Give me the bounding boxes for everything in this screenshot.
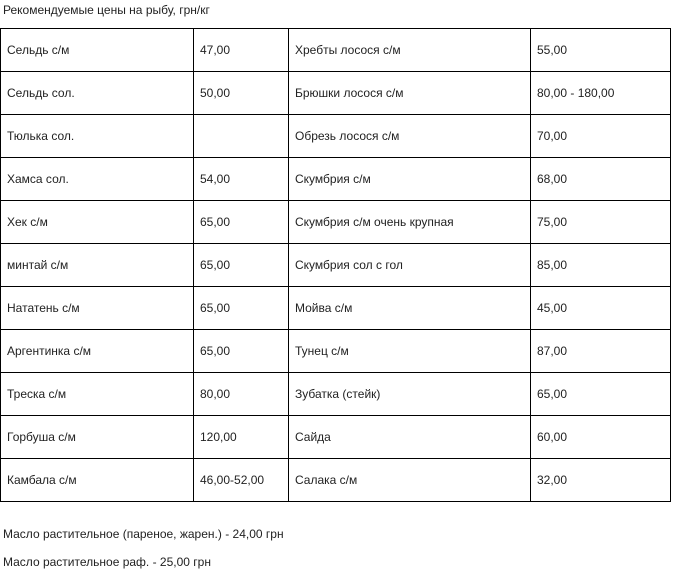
table-row bbox=[1, 459, 671, 502]
fish-name-cell: Сельдь с/м bbox=[1, 29, 194, 72]
fish-name-cell: Сельдь сол. bbox=[1, 72, 194, 115]
fish-name-cell: Мойва с/м bbox=[289, 287, 531, 330]
fish-price-cell: 80,00 bbox=[194, 373, 289, 416]
fish-price-cell: 47,00 bbox=[194, 29, 289, 72]
fish-price-cell: 65,00 bbox=[194, 201, 289, 244]
table-row bbox=[1, 115, 671, 158]
table-row bbox=[1, 330, 671, 373]
fish-price-cell: 46,00-52,00 bbox=[194, 459, 289, 502]
price-table bbox=[0, 28, 671, 502]
fish-name-cell: минтай с/м bbox=[1, 244, 194, 287]
fish-price-cell: 80,00 - 180,00 bbox=[531, 72, 671, 115]
fish-price-cell: 87,00 bbox=[531, 330, 671, 373]
fish-price-cell: 55,00 bbox=[531, 29, 671, 72]
fish-name-cell: Горбуша с/м bbox=[1, 416, 194, 459]
fish-name-cell: Хек с/м bbox=[1, 201, 194, 244]
table-row bbox=[1, 201, 671, 244]
table-row bbox=[1, 244, 671, 287]
fish-price-cell: 75,00 bbox=[531, 201, 671, 244]
fish-price-cell: 65,00 bbox=[194, 244, 289, 287]
fish-name-cell: Скумбрия сол с гол bbox=[289, 244, 531, 287]
table-row bbox=[1, 416, 671, 459]
fish-price-cell: 120,00 bbox=[194, 416, 289, 459]
fish-price-cell: 32,00 bbox=[531, 459, 671, 502]
fish-name-cell: Хамса сол. bbox=[1, 158, 194, 201]
fish-name-cell: Тюлька сол. bbox=[1, 115, 194, 158]
fish-name-cell: Обрезь лосося с/м bbox=[289, 115, 531, 158]
fish-price-cell: 45,00 bbox=[531, 287, 671, 330]
fish-name-cell: Скумбрия с/м очень крупная bbox=[289, 201, 531, 244]
price-table-body bbox=[1, 29, 671, 502]
fish-name-cell: Хребты лосося с/м bbox=[289, 29, 531, 72]
table-row bbox=[1, 158, 671, 201]
table-row bbox=[1, 29, 671, 72]
fish-price-cell: 60,00 bbox=[531, 416, 671, 459]
table-row bbox=[1, 287, 671, 330]
fish-price-cell: 50,00 bbox=[194, 72, 289, 115]
note-oil-refined: Масло растительное раф. - 25,00 грн bbox=[3, 555, 211, 569]
fish-name-cell: Брюшки лосося с/м bbox=[289, 72, 531, 115]
fish-price-cell: 65,00 bbox=[194, 330, 289, 373]
fish-price-cell: 54,00 bbox=[194, 158, 289, 201]
table-row bbox=[1, 373, 671, 416]
fish-name-cell: Тунец с/м bbox=[289, 330, 531, 373]
fish-name-cell: Камбала с/м bbox=[1, 459, 194, 502]
note-oil-pressed: Масло растительное (пареное, жарен.) - 24,00 грн bbox=[3, 527, 284, 541]
fish-name-cell: Треска с/м bbox=[1, 373, 194, 416]
fish-name-cell: Нататень с/м bbox=[1, 287, 194, 330]
fish-name-cell: Зубатка (стейк) bbox=[289, 373, 531, 416]
fish-price-cell: 85,00 bbox=[531, 244, 671, 287]
fish-name-cell: Скумбрия с/м bbox=[289, 158, 531, 201]
page-title: Рекомендуемые цены на рыбу, грн/кг bbox=[3, 3, 210, 17]
fish-price-cell: 65,00 bbox=[194, 287, 289, 330]
fish-price-cell: 65,00 bbox=[531, 373, 671, 416]
fish-price-cell: 68,00 bbox=[531, 158, 671, 201]
fish-name-cell: Сайда bbox=[289, 416, 531, 459]
fish-name-cell: Аргентинка с/м bbox=[1, 330, 194, 373]
fish-price-cell: 70,00 bbox=[531, 115, 671, 158]
fish-price-cell bbox=[194, 115, 289, 158]
table-row bbox=[1, 72, 671, 115]
fish-name-cell: Салака с/м bbox=[289, 459, 531, 502]
